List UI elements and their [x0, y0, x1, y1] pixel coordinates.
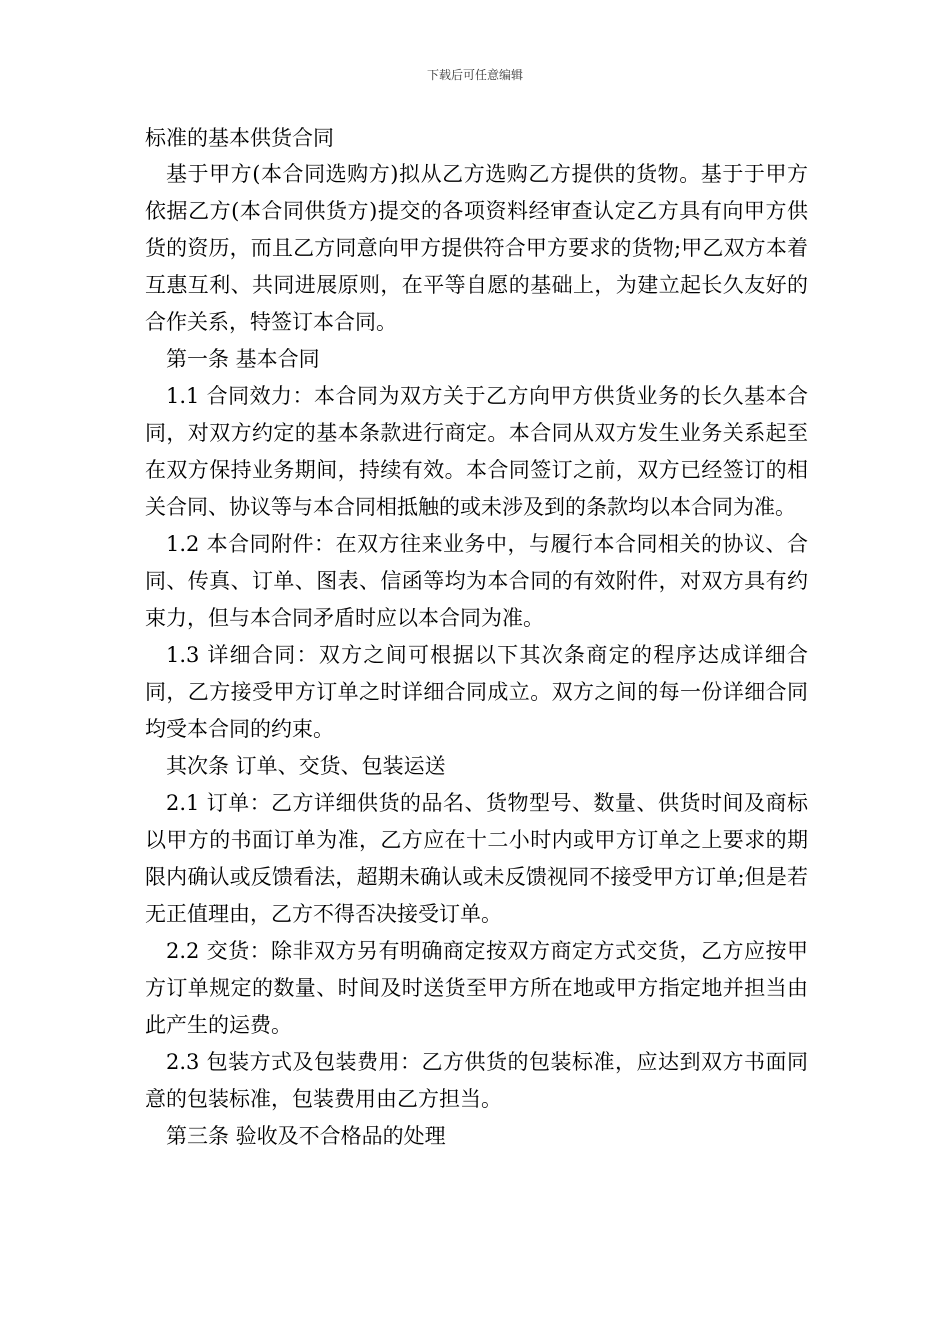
paragraph-clause-1-3: 1.3 详细合同：双方之间可根据以下其次条商定的程序达成详细合同，乙方接受甲方订单之时详细合同成立。双方之间的每一份详细合同均受本合同的约束。: [145, 643, 808, 741]
document-body: [145, 120, 808, 1155]
heading-article-1: 第一条 基本合同: [166, 347, 320, 371]
paragraph-clause-2-2: 2.2 交货：除非双方另有明确商定按双方商定方式交货，乙方应按甲方订单规定的数量、时间及时送货至甲方所在地或甲方指定地并担当由此产生的运费。: [145, 939, 808, 1037]
heading-article-3: 第三条 验收及不合格品的处理: [166, 1124, 446, 1148]
heading-article-2: 其次条 订单、交货、包装运送: [166, 754, 446, 778]
paragraph-clause-1-1: 1.1 合同效力：本合同为双方关于乙方向甲方供货业务的长久基本合同，对双方约定的基本条款进行商定。本合同从双方发生业务关系起至在双方保持业务期间，持续有效。本合同签订之前，双方已经签订的相关合同、协议等与本合同相抵触的或未涉及到的条款均以本合同为准。: [145, 384, 808, 519]
paragraph-preamble: 基于甲方(本合同选购方)拟从乙方选购乙方提供的货物。基于于甲方依据乙方(本合同供货方)提交的各项资料经审查认定乙方具有向甲方供货的资历，而且乙方同意向甲方提供符合甲方要求的货物;甲乙双方本着互惠互利、共同进展原则，在平等自愿的基础上，为建立起长久友好的合作关系，特签订本合同。: [145, 162, 808, 334]
paragraph-clause-1-2: 1.2 本合同附件：在双方往来业务中，与履行本合同相关的协议、合同、传真、订单、图表、信函等均为本合同的有效附件，对双方具有约束力，但与本合同矛盾时应以本合同为准。: [145, 532, 808, 630]
document-title: 标准的基本供货合同: [145, 126, 334, 150]
paragraph-clause-2-3: 2.3 包装方式及包装费用：乙方供货的包装标准，应达到双方书面同意的包装标准，包装费用由乙方担当。: [145, 1050, 808, 1111]
page-header-note: 下载后可任意编辑: [426, 68, 523, 82]
paragraph-clause-2-1: 2.1 订单：乙方详细供货的品名、货物型号、数量、供货时间及商标以甲方的书面订单为准，乙方应在十二小时内或甲方订单之上要求的期限内确认或反馈看法，超期未确认或未反馈视同不接受甲方订单;但是若无正值理由，乙方不得否决接受订单。: [145, 791, 808, 926]
